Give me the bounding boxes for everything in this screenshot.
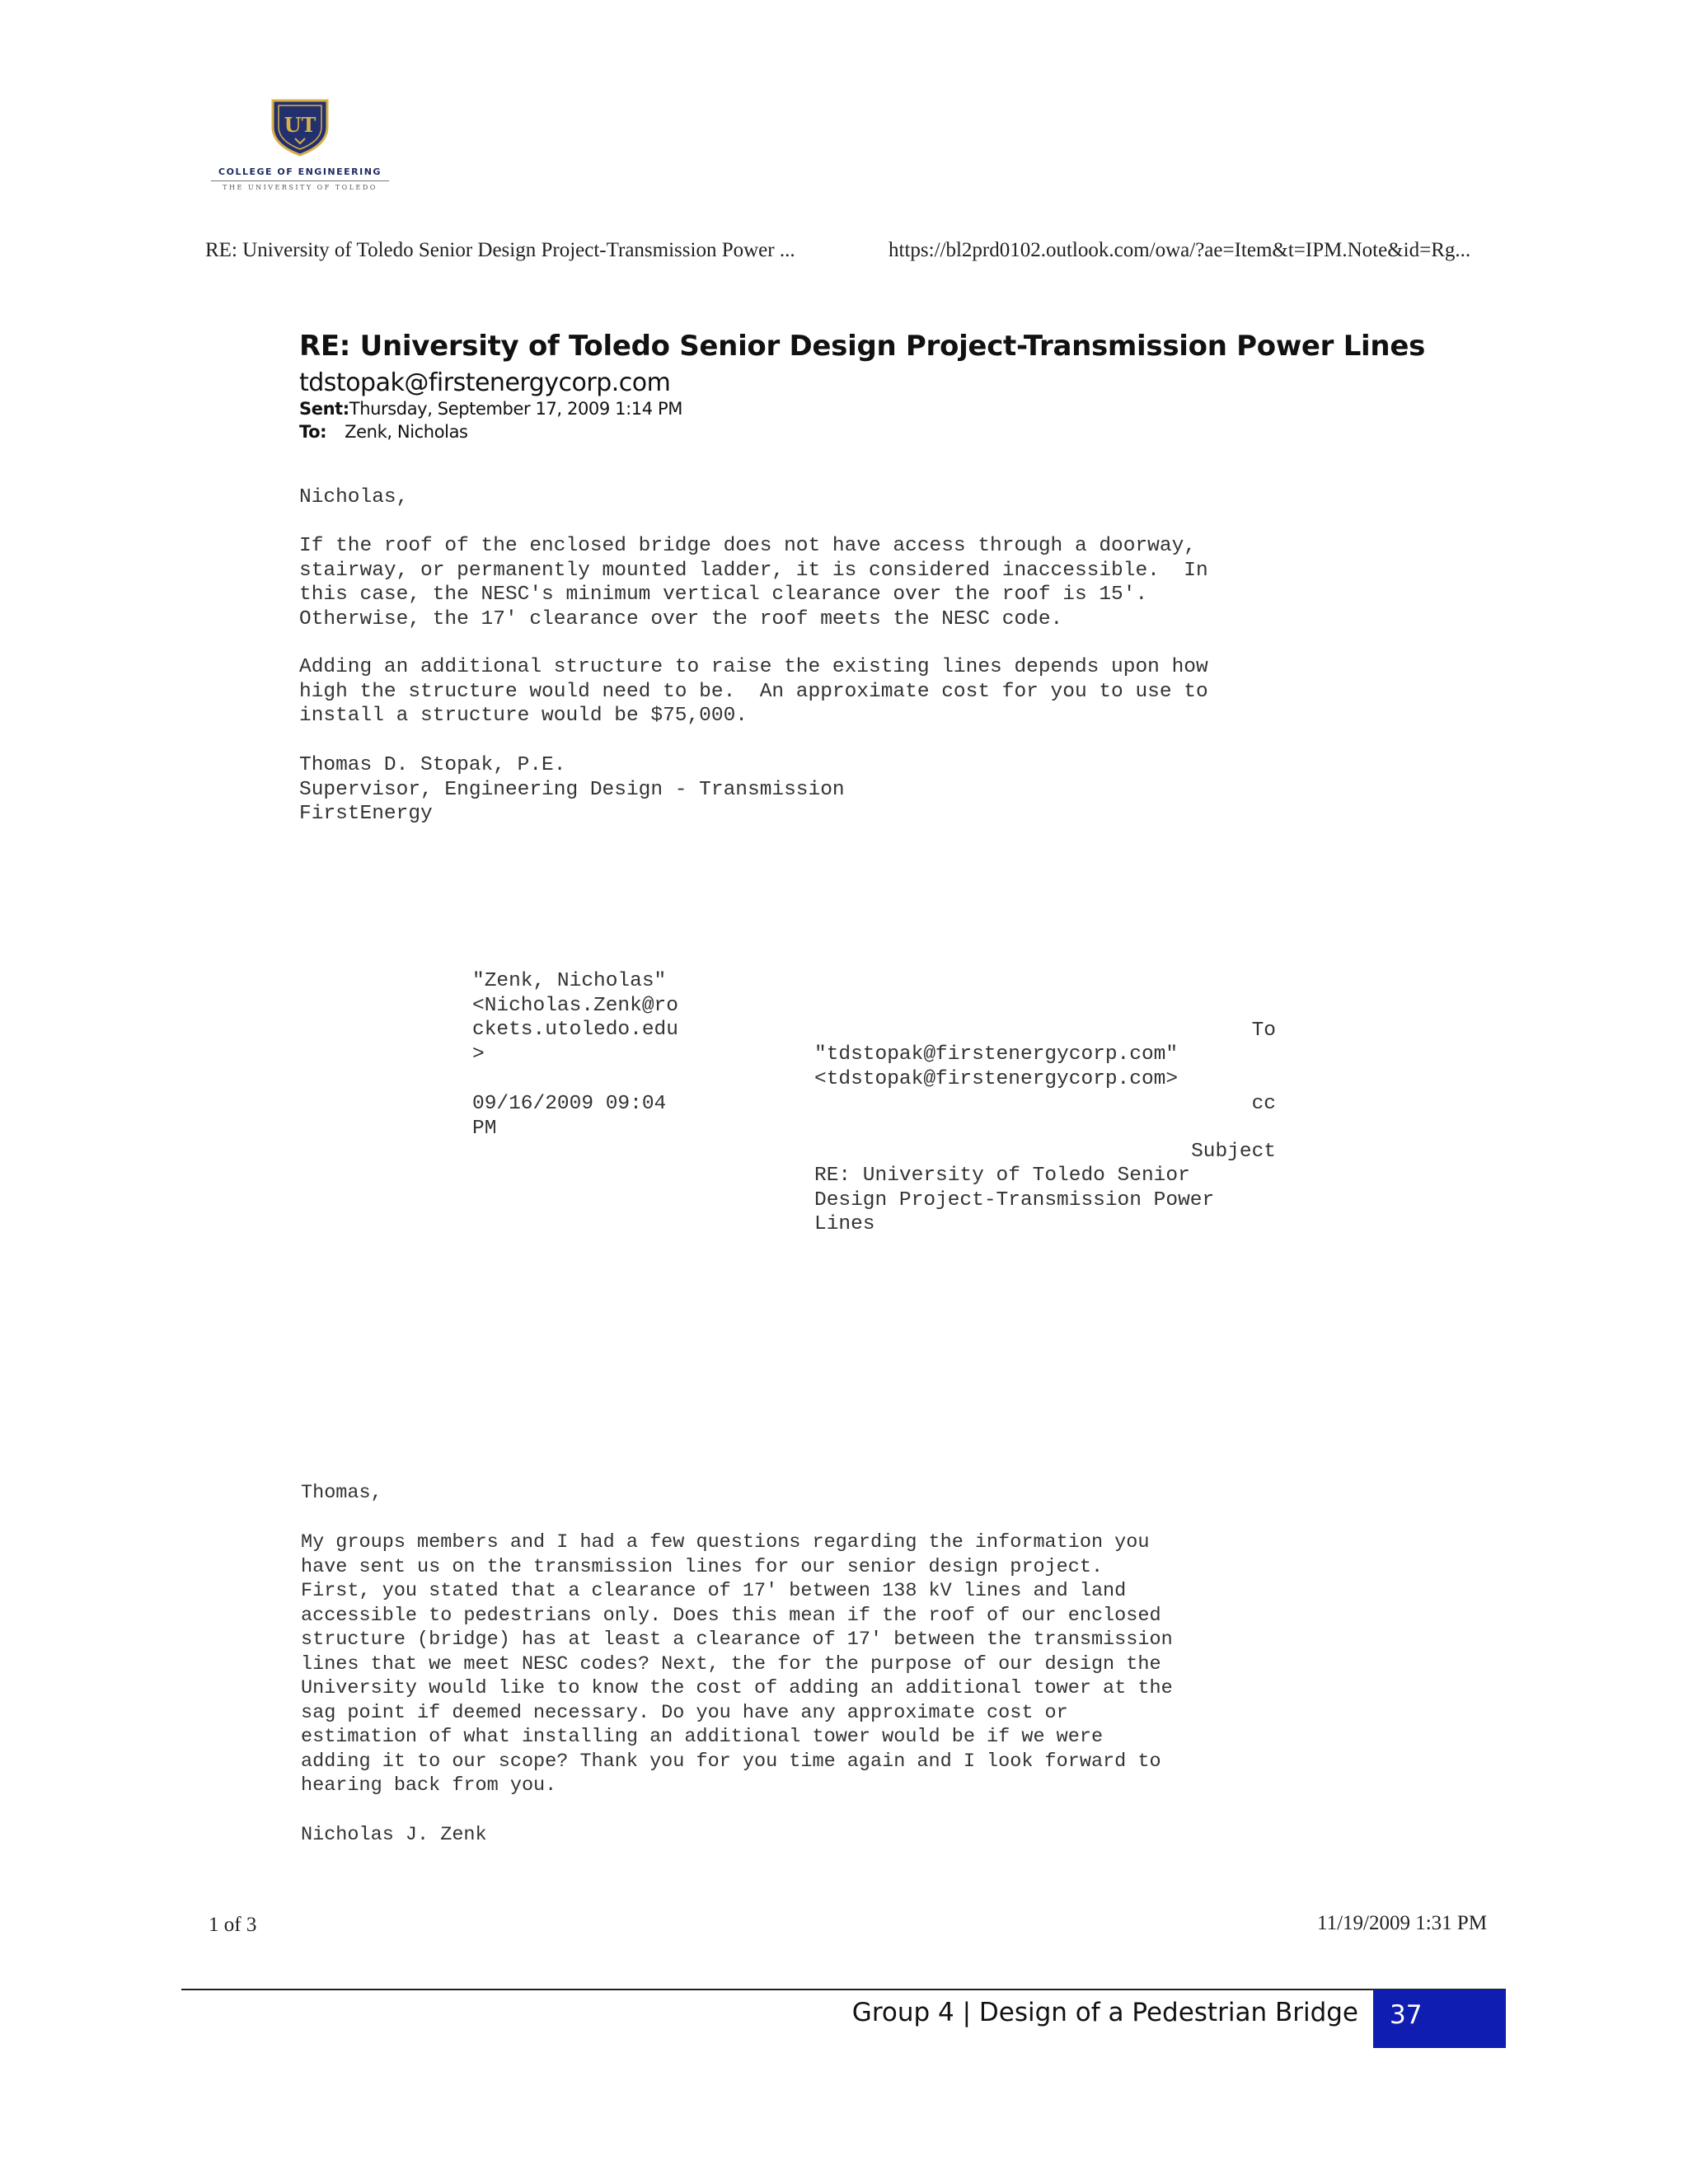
logo-divider: [211, 180, 389, 181]
to-label: To:: [299, 422, 327, 442]
print-datetime: 11/19/2009 1:31 PM: [1317, 1912, 1488, 1934]
footer-divider: [181, 1989, 1506, 1990]
quoted-subject-label: Subject: [1191, 1141, 1276, 1163]
footer-title: Group 4 | Design of a Pedestrian Bridge: [851, 1998, 1358, 2027]
page-number-box: [1373, 1990, 1506, 2048]
sent-line: [299, 399, 682, 419]
quoted-date: 09/16/2009 09:04 PM: [472, 1093, 667, 1140]
college-logo: [204, 97, 396, 196]
print-header-url: https://bl2prd0102.outlook.com/owa/?ae=Item&t=IPM.Note&id=Rg...: [889, 239, 1471, 261]
svg-text:UT: UT: [284, 113, 316, 137]
reply-signature: Thomas D. Stopak, P.E. Supervisor, Engineering Design - Transmission FirstEnergy: [299, 754, 845, 825]
reply-greeting: Nicholas,: [299, 486, 409, 509]
shield-logo-icon: [268, 97, 332, 157]
logo-college-text: COLLEGE OF ENGINEERING: [218, 166, 382, 177]
print-header-title: RE: University of Toledo Senior Design Project-Transmission Power ...: [205, 239, 795, 261]
sender-email: tdstopak@firstenergycorp.com: [299, 368, 671, 397]
original-paragraph: My groups members and I had a few questions regarding the information you have sent us on the transmission lines for our senior design project. First, you stated that a clearance of 17' between 138 kV lines and land accessible to pedestrians only. Does this mean if the roof of our enclosed structure (bridge) has at least a clearance of 17' between the transmission lines that we meet NESC codes? Next, the for the purpose of our design the University would like to know the cost of adding an additional tower at the sag point if deemed necessary. Do you have any approximate cost or estimation of what installing an additional tower would be if we were adding it to our scope? Thank you for you time again and I look forward to hearing back from you.: [301, 1531, 1173, 1797]
quoted-from: "Zenk, Nicholas" <Nicholas.Zenk@ro ckets.utoledo.edu >: [472, 970, 678, 1066]
reply-paragraph-1: If the roof of the enclosed bridge does not have access through a doorway, stairway, or permanently mounted ladder, it is considered inaccessible. In this case, the NESC's minimum vertical clearance over the roof is 15'. Otherwise, the 17' clearance over the roof meets the NESC code.: [299, 535, 1208, 630]
to-value: Zenk, Nicholas: [345, 422, 468, 442]
email-subject: RE: University of Toledo Senior Design Project-Transmission Power Lines: [299, 330, 1426, 363]
to-line: [299, 422, 468, 442]
print-page-count: 1 of 3: [209, 1914, 257, 1936]
quoted-to-label: To: [1251, 1019, 1276, 1042]
quoted-subject-value: RE: University of Toledo Senior Design Project-Transmission Power Lines: [814, 1165, 1215, 1235]
sent-label: Sent:: [299, 399, 349, 419]
original-greeting: Thomas,: [301, 1482, 382, 1504]
original-signature: Nicholas J. Zenk: [301, 1824, 487, 1846]
quoted-to-value: "tdstopak@firstenergycorp.com" <tdstopak@firstenergycorp.com>: [814, 1043, 1179, 1090]
reply-paragraph-2: Adding an additional structure to raise the existing lines depends upon how high the structure would need to be. An approximate cost for you to use to install a structure would be $75,000.: [299, 656, 1208, 727]
quoted-cc-label: cc: [1251, 1093, 1276, 1115]
page-number: 37: [1390, 2000, 1423, 2030]
logo-university-text: THE UNIVERSITY OF TOLEDO: [223, 184, 377, 191]
sent-value: Thursday, September 17, 2009 1:14 PM: [349, 399, 682, 419]
